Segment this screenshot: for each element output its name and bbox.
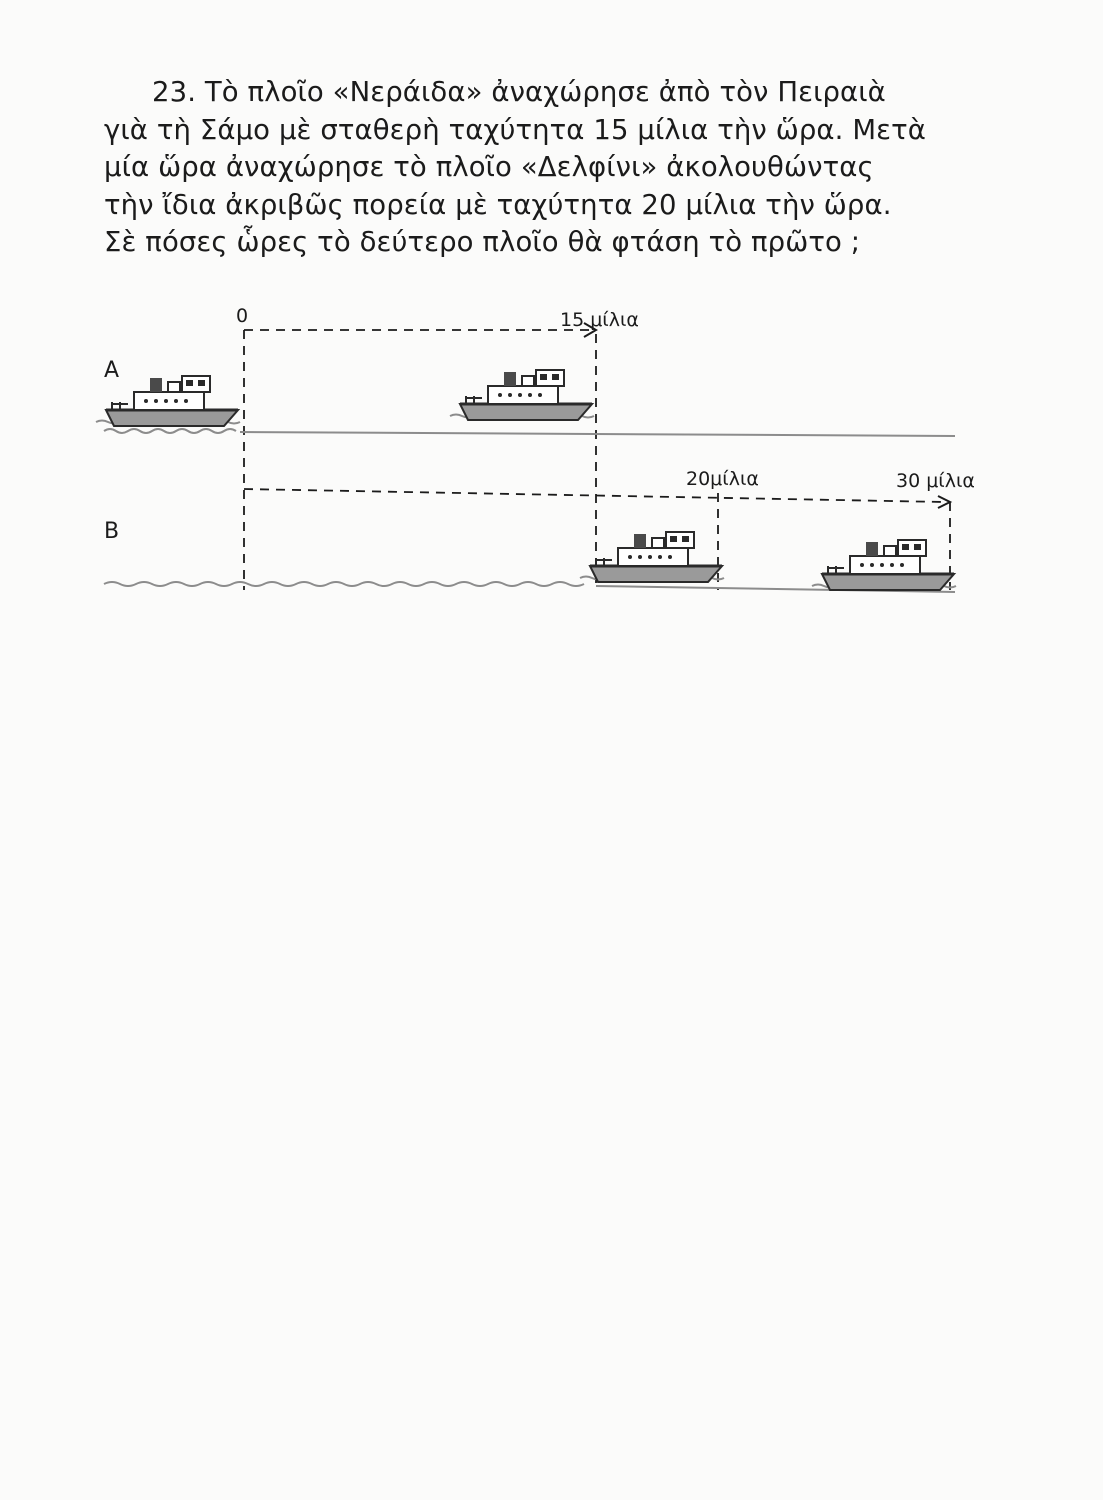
problem-line-4: τὴν ἴδια ἀκριβῶς πορεία μὲ ταχύτητα 20 μίλια τὴν ὥρα.	[104, 188, 892, 221]
sea-line-b	[104, 582, 584, 586]
mark-30-label: 30 μίλια	[896, 470, 975, 492]
mark-15-label: 15 μίλια	[560, 309, 639, 331]
ship-a-start-icon	[96, 376, 240, 426]
problem-line-3: μία ὥρα ἀναχώρησε τὸ πλοῖο «Δελφίνι» ἀκολουθώντας	[104, 151, 874, 183]
row-b-label: B	[104, 519, 120, 544]
ship-b-30-icon	[812, 540, 956, 590]
problem-line-2: γιὰ τὴ Σάμο μὲ σταθερὴ ταχύτητα 15 μίλια τὴν ὥρα. Μετὰ	[104, 113, 927, 146]
row-b-distance-line	[244, 489, 944, 502]
problem-number: 23.	[152, 76, 197, 108]
ship-a-15-icon	[450, 370, 594, 420]
sea-line-a-left	[104, 429, 236, 433]
ship-b-20-icon	[580, 532, 724, 582]
problem-line-5: Σὲ πόσες ὧρες τὸ δεύτερο πλοῖο θὰ φτάση τὸ πρῶτο ;	[104, 226, 861, 258]
row-a-label: A	[104, 358, 120, 383]
problem-line-1: 23. Τὸ πλοῖο «Νεράιδα» ἀναχώρησε ἀπὸ τὸν Πειραιὰ	[152, 76, 886, 108]
mark-20-label: 20μίλια	[686, 468, 759, 490]
sea-line-a	[240, 432, 955, 436]
origin-label: 0	[236, 305, 249, 327]
